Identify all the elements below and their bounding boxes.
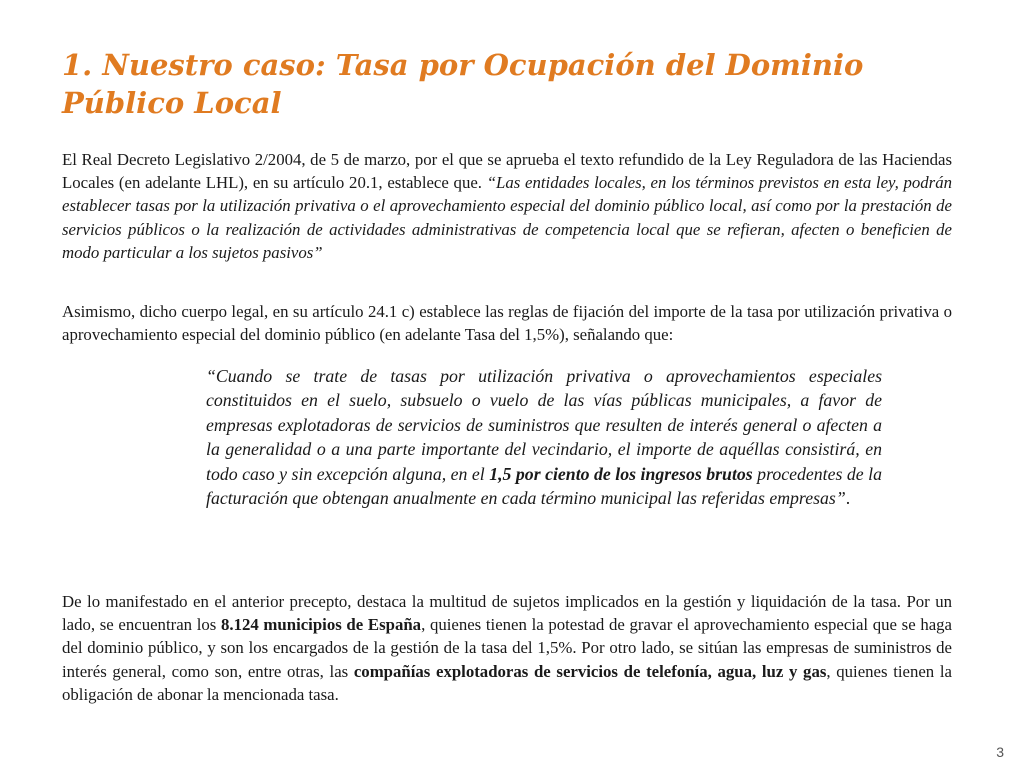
paragraph-article-24: Asimismo, dicho cuerpo legal, en su artículo 24.1 c) establece las reglas de fijación del importe de la tasa por utilización privativa o aprovechamiento especial del dominio público (en adelante Tasa del 1,5%), señalando que:	[62, 302, 952, 345]
quote-text-2: procedentes de la facturación que obtengan anualmente en cada término municipal las referidas empresas”	[206, 463, 883, 509]
quote-bold-text: 1,5 por ciento de los ingresos brutos	[489, 463, 753, 484]
municipalities-bold: 8.124 municipios de España	[220, 615, 422, 635]
paragraph-subjects	[62, 590, 952, 706]
legal-quote-block	[206, 364, 882, 510]
legal-quote-inline: “Las entidades locales, en los términos previstos en esta ley, podrán establecer tasas por la utilización privativa o el aprovechamiento especial del dominio público local, así como por la prestación de servicios públicos o la realización de actividades administrativas de competencia local que se refieran, afecten o beneficien de modo particular a los sujetos pasivos”	[62, 173, 952, 262]
paragraph3-text-1: De lo manifestado en el anterior precepto, destaca la multitud de sujetos implicados en la gestión y liquidación de la tasa. Por un lado, se encuentran los	[62, 592, 952, 635]
slide-title: 1. Nuestro caso: Tasa por Ocupación del Dominio Público Local	[62, 48, 864, 120]
paragraph3-text-3: , quienes tienen la obligación de abonar la mencionada tasa.	[62, 661, 952, 704]
page-number: 3	[996, 744, 1004, 760]
paragraph-lhl-article-20	[62, 148, 952, 264]
quote-end-period: .	[845, 488, 851, 509]
quote-text-1: “Cuando se trate de tasas por utilización privativa o aprovechamientos especiales constituidos en el suelo, subsuelo o vuelo de las vías públicas municipales, a favor de empresas explotadoras de servicios de suministros que resulten de interés general o afecten a la generalidad o a una parte importante del vecindario, el importe de aquéllas consistirá, en todo caso y sin excepción alguna, en el	[206, 366, 882, 484]
paragraph3-text-2: , quienes tienen la potestad de gravar el aprovechamiento especial que se haga del dominio público, y son los encargados de la gestión de la tasa del 1,5%. Por otro lado, se sitúan las empresas de suministros de interés general, como son, entre otras, las	[62, 615, 952, 681]
paragraph-intro-text: El Real Decreto Legislativo 2/2004, de 5 de marzo, por el que se aprueba el texto refundido de la Ley Reguladora de las Haciendas Locales (en adelante LHL), en su artículo 20.1, establece que.	[62, 150, 952, 193]
companies-bold: compañías explotadoras de servicios de telefonía, agua, luz y gas	[353, 661, 827, 681]
